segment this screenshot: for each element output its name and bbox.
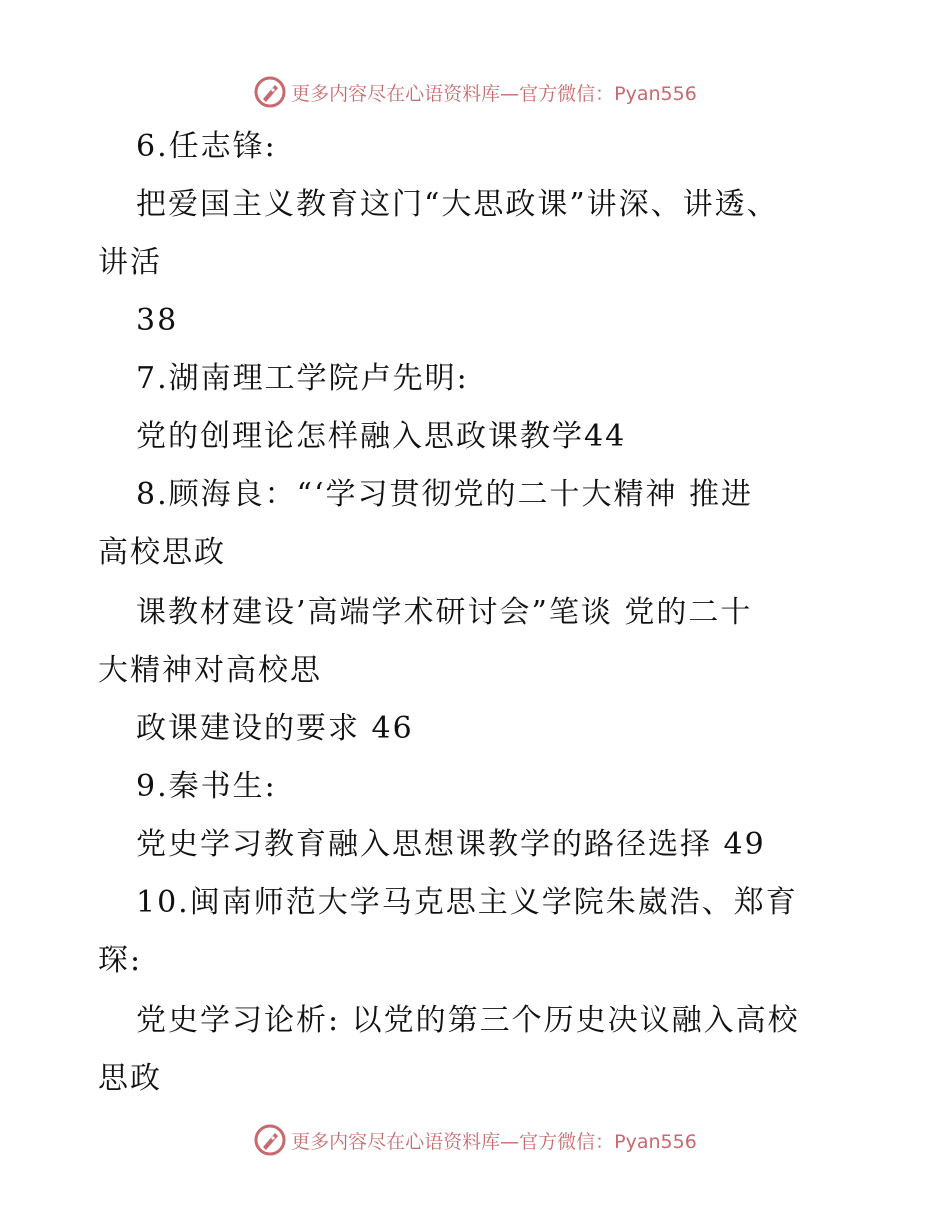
toc-entry-title: 党的创理论怎样融入思政课教学44 <box>136 419 627 454</box>
toc-page-number: 38 <box>136 303 179 338</box>
toc-entry-title-continued: 大精神对高校思 <box>98 653 322 688</box>
toc-entry-author: 6.任志锋: <box>136 129 277 164</box>
toc-entry-author: 9.秦书生: <box>136 769 277 804</box>
toc-entry-author: 10.闽南师范大学马克思主义学院朱崴浩、郑育 <box>136 885 798 920</box>
toc-entry-title: 课教材建设’高端学术研讨会”笔谈 党的二十 <box>136 595 753 630</box>
pen-nib-logo-icon <box>253 1123 287 1157</box>
footer-banner-text: 更多内容尽在心语资料库—官方微信：Pyan556 <box>291 1130 697 1153</box>
header-banner-text: 更多内容尽在心语资料库—官方微信：Pyan556 <box>291 82 697 105</box>
toc-entry-title: 党史学习教育融入思想课教学的路径选择 49 <box>136 827 766 862</box>
footer-banner <box>0 1120 950 1160</box>
toc-entry-title-continued: 思政 <box>98 1061 162 1096</box>
toc-entry-author: 7.湖南理工学院卢先明: <box>136 361 469 396</box>
toc-entry-author: 8.顾海良：“‘学习贯彻党的二十大精神 推进 <box>136 477 754 512</box>
toc-entry-title: 政课建设的要求 46 <box>136 711 414 746</box>
toc-entry-title: 把爱国主义教育这门“大思政课”讲深、讲透、 <box>136 187 779 222</box>
toc-entry-title-continued: 讲活 <box>98 245 162 280</box>
toc-entry-title: 党史学习论析: 以党的第三个历史决议融入高校 <box>136 1003 800 1038</box>
toc-entry-author-continued: 琛: <box>98 943 143 978</box>
toc-entry-title-continued: 高校思政 <box>98 535 226 570</box>
